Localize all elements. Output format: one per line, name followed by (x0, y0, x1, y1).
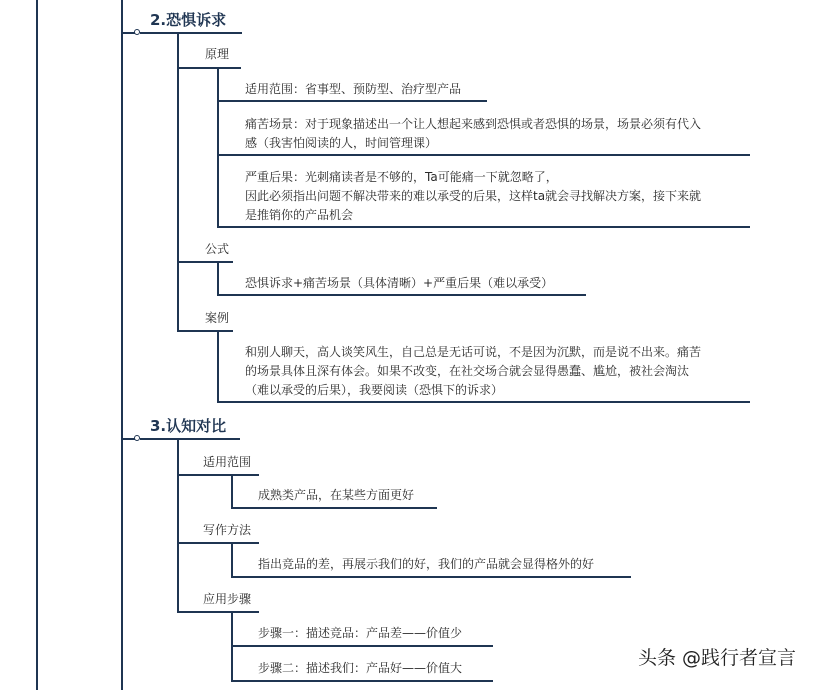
contrast-method-spine (231, 543, 233, 576)
consequence-line-2[interactable]: 因此必须指出问题不解决带来的难以承受的后果，这样ta就会寻找解决方案，接下来就 (245, 189, 702, 203)
example-children-spine (217, 331, 219, 402)
principle-children-spine (217, 68, 219, 227)
fear-heading[interactable]: 2.恐惧诉求 (150, 11, 227, 29)
contrast-method-label[interactable]: 写作方法 (203, 523, 252, 537)
contrast-heading-underline (140, 438, 240, 440)
fear-principle-underline (177, 67, 241, 69)
example-line-1[interactable]: 和别人聊天，高人谈笑风生，自己总是无话可说，不是因为沉默，而是说不出来。痛苦 (245, 345, 702, 359)
fear-example-underline (177, 330, 233, 332)
contrast-children-spine (177, 439, 179, 611)
contrast-steps-label[interactable]: 应用步骤 (203, 592, 252, 606)
example-line-3[interactable]: （难以承受的后果），我要阅读（恐惧下的诉求） (245, 383, 504, 397)
fear-formula-underline (177, 261, 233, 263)
pain-scene-underline (217, 154, 750, 156)
fear-example-label[interactable]: 案例 (205, 311, 230, 325)
contrast-heading[interactable]: 3.认知对比 (150, 417, 227, 435)
contrast-method-text[interactable]: 指出竞品的差，再展示我们的好，我们的产品就会显得格外的好 (258, 557, 595, 571)
fear-heading-underline (140, 32, 242, 34)
pain-scene-line-1[interactable]: 痛苦场景：对于现象描述出一个让人想起来感到恐惧或者恐惧的场景，场景必须有代入 (245, 117, 702, 131)
watermark-text: 头条 @践行者宣言 (637, 647, 796, 669)
fear-children-spine (177, 33, 179, 330)
example-text-underline (217, 401, 750, 403)
contrast-method-text-underline (231, 576, 631, 578)
contrast-scope-label[interactable]: 适用范围 (203, 455, 252, 469)
consequence-line-1[interactable]: 严重后果：光刺痛读者是不够的，Ta可能痛一下就忽略了， (245, 170, 558, 184)
contrast-scope-text-underline (231, 507, 437, 509)
fear-formula-text-underline (217, 294, 586, 296)
step-one-text[interactable]: 步骤一：描述竞品：产品差——价值少 (258, 626, 463, 640)
step-one-underline (231, 645, 493, 647)
example-line-2[interactable]: 的场景具体且深有体会。如果不改变，在社交场合就会显得愚蠢、尴尬，被社会淘汰 (245, 364, 690, 378)
consequence-line-3[interactable]: 是推销你的产品机会 (245, 208, 354, 222)
contrast-scope-text[interactable]: 成熟类产品，在某些方面更好 (258, 488, 415, 502)
outer-spine-main (121, 0, 123, 690)
pain-scene-line-2[interactable]: 感（我害怕阅读的人，时间管理课） (245, 136, 438, 150)
fear-formula-label[interactable]: 公式 (205, 242, 230, 256)
principle-scope-text[interactable]: 适用范围：省事型、预防型、治疗型产品 (245, 82, 462, 96)
fear-principle-label[interactable]: 原理 (205, 47, 230, 61)
contrast-method-underline (177, 542, 259, 544)
outer-spine-left (36, 0, 38, 690)
principle-scope-underline (217, 100, 487, 102)
contrast-scope-spine (231, 475, 233, 507)
fear-formula-text[interactable]: 恐惧诉求+痛苦场景（具体清晰）+严重后果（难以承受） (245, 276, 554, 290)
contrast-scope-underline (177, 474, 259, 476)
contrast-steps-underline (177, 611, 259, 613)
consequence-underline (217, 226, 750, 228)
step-two-underline (231, 680, 493, 682)
step-two-text[interactable]: 步骤二：描述我们：产品好——价值大 (258, 661, 463, 675)
formula-children-spine (217, 262, 219, 295)
